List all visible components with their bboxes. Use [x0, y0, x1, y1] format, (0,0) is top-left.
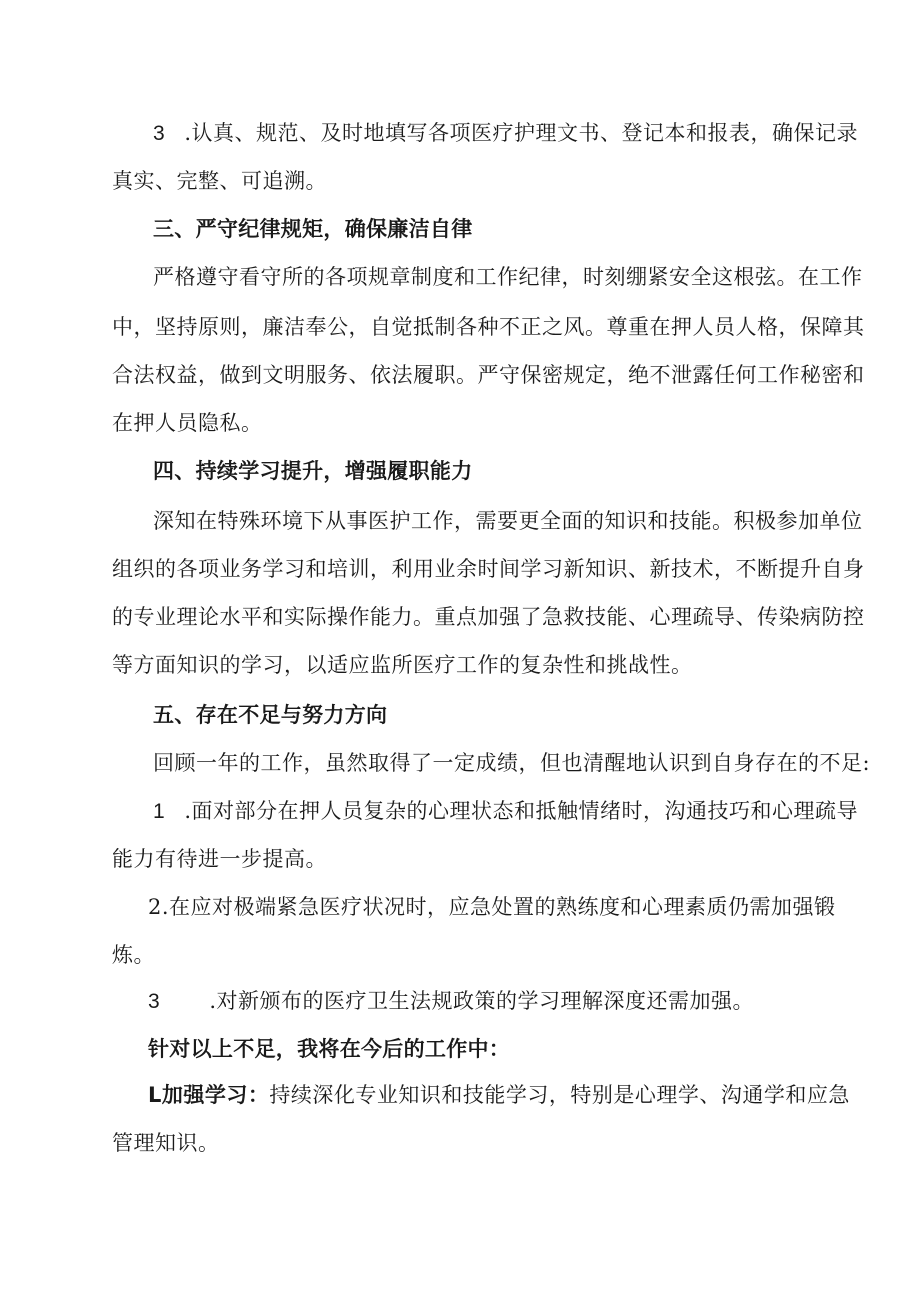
improvement-plan-heading: 针对以上不足，我将在今后的工作中：	[148, 1037, 511, 1061]
deficiency-item-3-number: 3	[148, 990, 161, 1013]
plan-item-1-line-1	[148, 1080, 850, 1110]
list-item-3-number: 3	[153, 122, 166, 145]
plan-item-1-text: 持续深化专业知识和技能学习，特别是心理学、沟通学和应急	[269, 1083, 850, 1107]
deficiency-item-1-line-1	[153, 796, 858, 827]
section-3-paragraph-line: 严格遵守看守所的各项规章制度和工作纪律，时刻绷紧安全这根弦。在工作	[153, 265, 863, 289]
section-3-paragraph-line: 中，坚持原则，廉洁奉公，自觉抵制各种不正之风。尊重在押人员人格，保障其	[112, 315, 865, 339]
section-5-intro: 回顾一年的工作，虽然取得了一定成绩，但也清醒地认识到自身存在的不足:	[153, 751, 871, 775]
section-4-paragraph-line: 组织的各项业务学习和培训，利用业余时间学习新知识、新技术，不断提升自身	[112, 557, 865, 581]
deficiency-item-3	[148, 986, 754, 1017]
list-item-3-text: .认真、规范、及时地填写各项医疗护理文书、登记本和报表，确保记录	[184, 121, 859, 145]
deficiency-item-2-line-1: 2.在应对极端紧急医疗状况时，应急处置的熟练度和心理素质仍需加强锻	[148, 895, 836, 919]
deficiency-item-2-line-2: 炼。	[112, 943, 155, 967]
deficiency-item-3-text: .对新颁布的医疗卫生法规政策的学习理解深度还需加强。	[209, 989, 755, 1013]
section-3-paragraph-line: 合法权益，做到文明服务、依法履职。严守保密规定，绝不泄露任何工作秘密和	[112, 363, 865, 387]
plan-item-1-label: L加强学习：	[148, 1083, 270, 1107]
deficiency-item-1-text: .面对部分在押人员复杂的心理状态和抵触情绪时，沟通技巧和心理疏导	[184, 799, 859, 823]
section-4-heading: 四、持续学习提升，增强履职能力	[153, 459, 473, 483]
deficiency-item-1-number: 1	[153, 800, 166, 823]
plan-item-1-line-2: 管理知识。	[112, 1131, 220, 1155]
section-4-paragraph-line: 等方面知识的学习，以适应监所医疗工作的复杂性和挑战性。	[112, 653, 693, 677]
list-item-3-line-2: 真实、完整、可追溯。	[112, 169, 327, 193]
section-4-paragraph-line: 的专业理论水平和实际操作能力。重点加强了急救技能、心理疏导、传染病防控	[112, 605, 865, 629]
deficiency-item-1-line-2: 能力有待进一步提高。	[112, 847, 327, 871]
section-4-paragraph-line: 深知在特殊环境下从事医护工作，需要更全面的知识和技能。积极参加单位	[153, 509, 863, 533]
section-3-heading: 三、严守纪律规矩，确保廉洁自律	[153, 217, 473, 241]
section-3-paragraph-line: 在押人员隐私。	[112, 411, 263, 435]
list-item-3-line-1	[153, 118, 858, 149]
section-5-heading: 五、存在不足与努力方向	[153, 703, 388, 727]
